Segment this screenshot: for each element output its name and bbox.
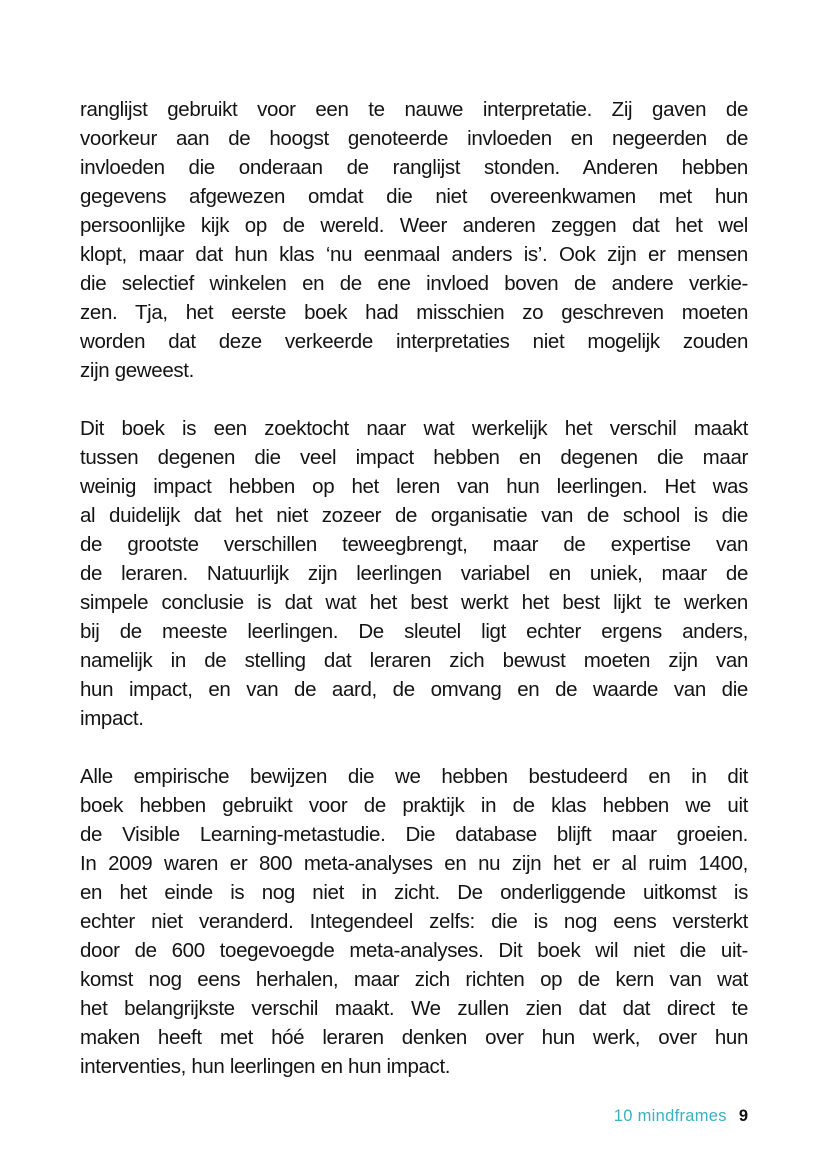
text-line: persoonlijke kijk op de wereld. Weer anderen zeggen dat het wel [80, 214, 748, 237]
paragraph-3 [80, 762, 748, 1081]
paragraph-2 [80, 414, 748, 733]
text-line: boek hebben gebruikt voor de praktijk in de klas hebben we uit [80, 794, 748, 817]
text-line: door de 600 toegevoegde meta-analyses. Dit boek wil niet die uit- [80, 939, 748, 962]
text-line: klopt, maar dat hun klas ‘nu eenmaal anders is’. Ook zijn er mensen [80, 243, 748, 266]
text-line: het belangrijkste verschil maakt. We zullen zien dat dat direct te [80, 997, 748, 1020]
text-line: echter niet veranderd. Integendeel zelfs: die is nog eens versterkt [80, 910, 748, 933]
text-line: In 2009 waren er 800 meta-analyses en nu zijn het er al ruim 1400, [80, 852, 748, 875]
text-line: de Visible Learning-metastudie. Die database blijft maar groeien. [80, 823, 748, 846]
text-line: tussen degenen die veel impact hebben en degenen die maar [80, 446, 748, 469]
text-line: namelijk in de stelling dat leraren zich bewust moeten zijn van [80, 649, 748, 672]
text-line: gegevens afgewezen omdat die niet overeenkwamen met hun [80, 185, 748, 208]
text-line: komst nog eens herhalen, maar zich richten op de kern van wat [80, 968, 748, 991]
text-line: zijn geweest. [80, 359, 194, 382]
text-line: bij de meeste leerlingen. De sleutel ligt echter ergens anders, [80, 620, 748, 643]
text-line: interventies, hun leerlingen en hun impact. [80, 1055, 451, 1078]
text-line: invloeden die onderaan de ranglijst stonden. Anderen hebben [80, 156, 748, 179]
text-line: simpele conclusie is dat wat het best werkt het best lijkt te werken [80, 591, 748, 614]
paragraph-1 [80, 95, 748, 385]
running-title: 10 mindframes [613, 1107, 727, 1125]
page-number: 9 [738, 1107, 748, 1125]
text-line: worden dat deze verkeerde interpretaties niet mogelijk zouden [80, 330, 748, 353]
text-line: de leraren. Natuurlijk zijn leerlingen variabel en uniek, maar de [80, 562, 748, 585]
text-line: hun impact, en van de aard, de omvang en de waarde van die [80, 678, 748, 701]
text-line: de grootste verschillen teweegbrengt, maar de expertise van [80, 533, 748, 556]
text-line: weinig impact hebben op het leren van hun leerlingen. Het was [80, 475, 748, 498]
text-line: Dit boek is een zoektocht naar wat werkelijk het verschil maakt [80, 417, 748, 440]
footer [614, 1106, 748, 1126]
text-line: zen. Tja, het eerste boek had misschien zo geschreven moeten [80, 301, 748, 324]
text-line: maken heeft met hóé leraren denken over hun werk, over hun [80, 1026, 748, 1049]
text-line: Alle empirische bewijzen die we hebben bestudeerd en in dit [80, 765, 748, 788]
text-line: al duidelijk dat het niet zozeer de organisatie van de school is die [80, 504, 748, 527]
text-line: impact. [80, 707, 144, 730]
text-block [80, 95, 748, 1081]
text-line: die selectief winkelen en de ene invloed boven de andere verkie- [80, 272, 748, 295]
text-line: en het einde is nog niet in zicht. De onderliggende uitkomst is [80, 881, 748, 904]
text-line: ranglijst gebruikt voor een te nauwe interpretatie. Zij gaven de [80, 98, 748, 121]
text-line: voorkeur aan de hoogst genoteerde invloeden en negeerden de [80, 127, 748, 150]
